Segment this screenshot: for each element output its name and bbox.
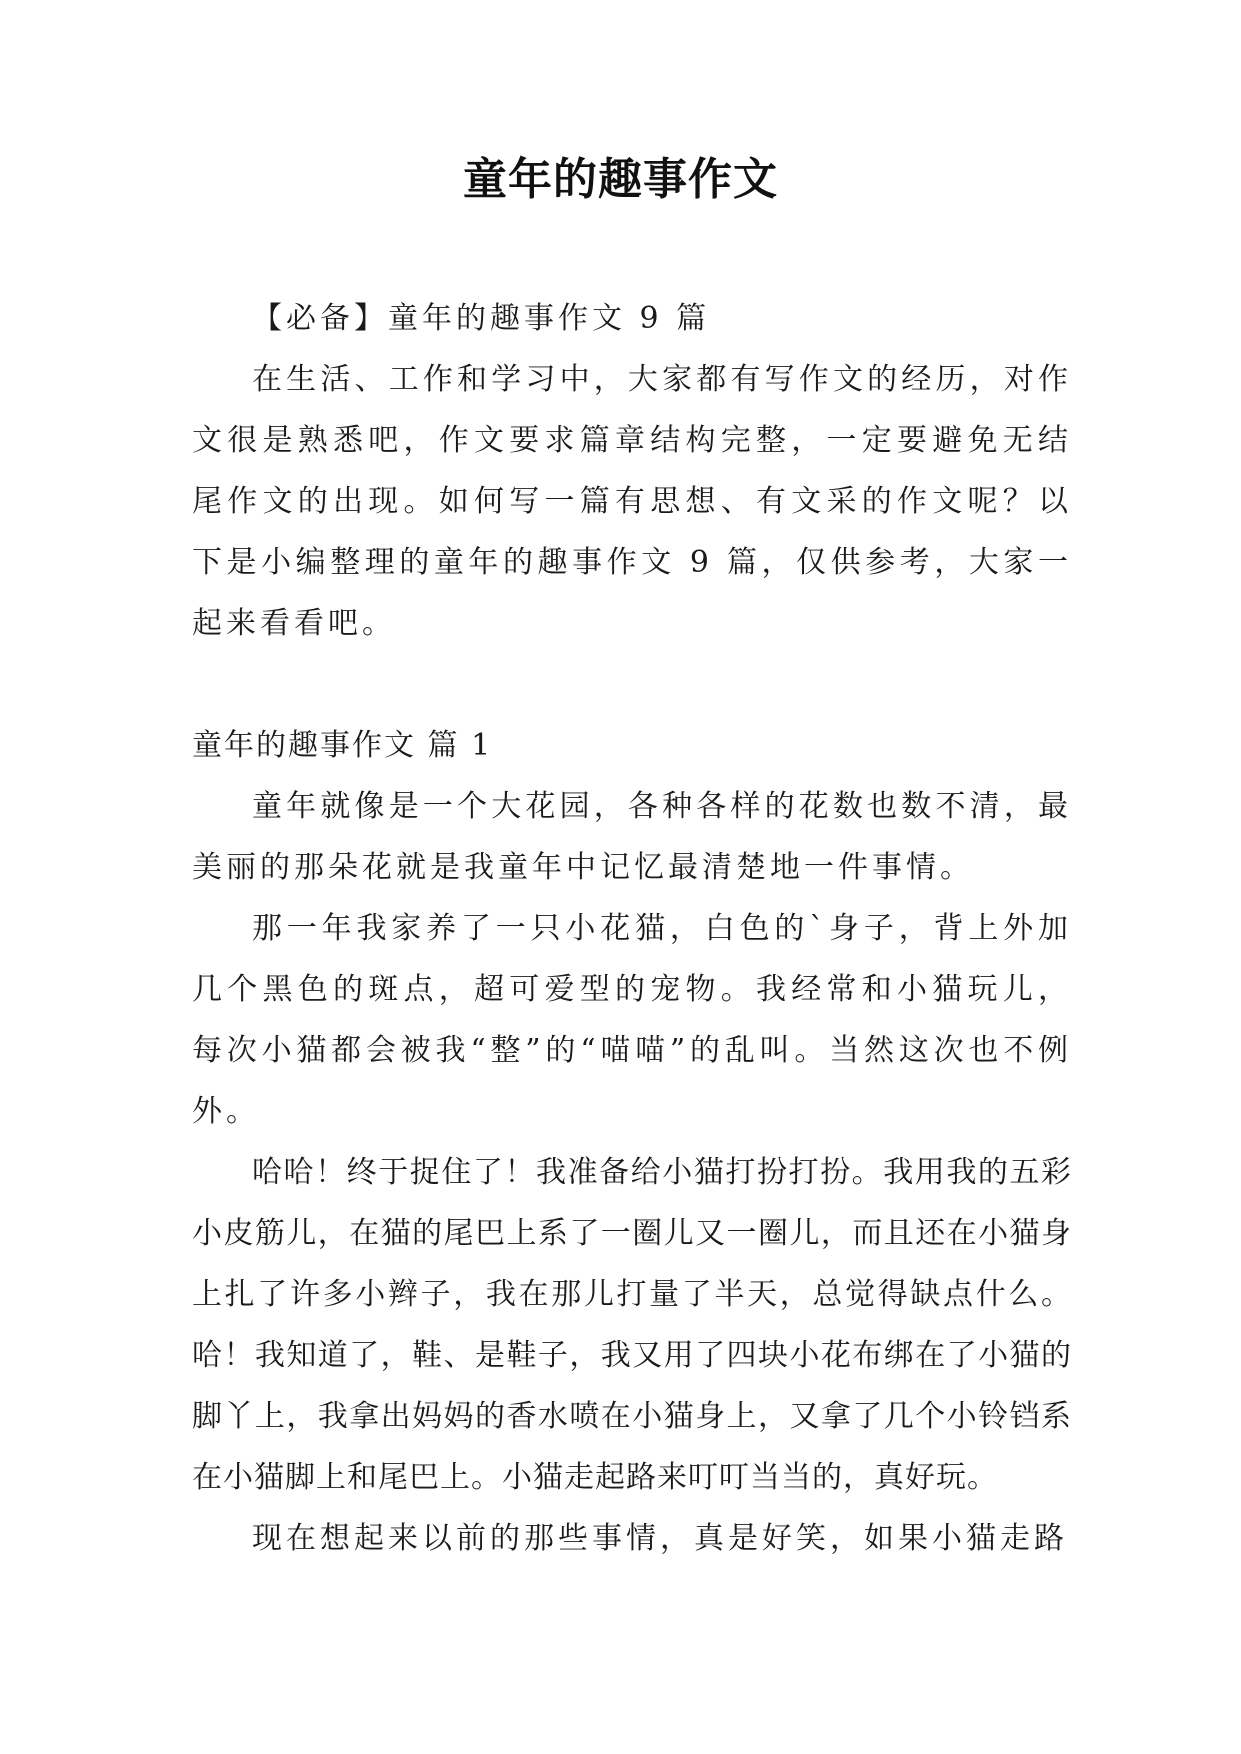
body-paragraph: 那一年我家养了一只小花猫，白色的`身子，背上外加几个黑色的斑点，超可爱型的宠物。我经常和小猫玩儿，每次小猫都会被我“整”的“喵喵”的乱叫。当然这次也不例外。 (192, 911, 1072, 1129)
body-paragraph: 哈哈！终于捉住了！我准备给小猫打扮打扮。我用我的五彩小皮筋儿，在猫的尾巴上系了一圈儿又一圈儿，而且还在小猫身上扎了许多小辫子，我在那儿打量了半天，总觉得缺点什么。哈！我知道了，鞋、是鞋子，我又用了四块小花布绑在了小猫的脚丫上，我拿出妈妈的香水喷在小猫身上，又拿了几个小铃铛系在小猫脚上和尾巴上。小猫走起路来叮叮当当的，真好玩。 (192, 1155, 1072, 1495)
document-title: 童年的趣事作文 (463, 154, 778, 205)
paragraph-spacer (192, 654, 1072, 715)
document-subtitle: 【必备】童年的趣事作文 9 篇 (252, 301, 711, 336)
body-paragraph: 童年就像是一个大花园，各种各样的花数也数不清，最美丽的那朵花就是我童年中记忆最清楚地一件事情。 (192, 789, 1072, 885)
body-paragraph: 现在想起来以前的那些事情，真是好笑，如果小猫走路 (252, 1521, 1068, 1556)
intro-paragraph: 在生活、工作和学习中，大家都有写作文的经历，对作文很是熟悉吧，作文要求篇章结构完整，一定要避免无结尾作文的出现。如何写一篇有思想、有文采的作文呢？以下是小编整理的童年的趣事作文 9 篇，仅供参考，大家一起来看看吧。 (192, 362, 1072, 641)
document-body (192, 288, 1072, 1569)
section-heading: 童年的趣事作文 篇 1 (192, 728, 493, 763)
